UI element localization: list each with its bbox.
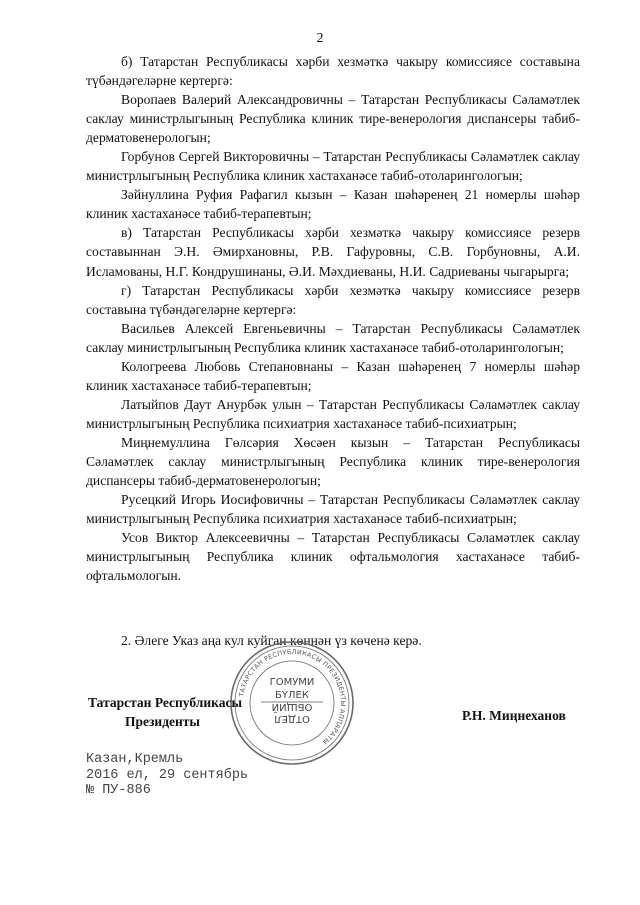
list-item: Латыйпов Даут Анурбәк улын – Татарстан Республикасы Сәламәтлек саклау министрлыгының Республика психиатрия хастаханәсе табиб-психиатрын;: [86, 396, 580, 431]
page-number: 2: [316, 31, 324, 46]
list-item: Зәйнуллина Руфия Рафагил кызын – Казан шәһәренең 21 номерлы шәһәр клиник хастаханәсе табиб-терапевтын;: [86, 187, 580, 222]
paragraph-g: г) Татарстан Республикасы хәрби хезмәткә чакыру комиссиясе резерв составына түбәндәгеләрне кертергә:: [86, 282, 580, 317]
decree-body: [86, 52, 580, 585]
footer-date: 2016 ел, 29 сентябрь: [86, 767, 249, 783]
list-item: Русецкий Игорь Иосифовичны – Татарстан Республикасы Сәламәтлек саклау министрлыгының Республика психиатрия хастаханәсе табиб-психиатрын;: [86, 492, 580, 527]
list-item: Горбунов Сергей Викторовичны – Татарстан Республикасы Сәламәтлек саклау министрлыгының Республика клиник хастаханәсе табиб-отоларингологын;: [86, 149, 580, 184]
stamp-line-3: ОБЩИЙ: [271, 701, 313, 712]
list-item: Воропаев Валерий Александровичны – Татарстан Республикасы Сәламәтлек саклау министрлыгының Республика клиник тире-венерология диспансеры табиб-дерматовенерологын;: [86, 92, 580, 146]
footer-place: Казан,Кремль: [86, 752, 184, 767]
signatory-title-line-2: Президенты: [125, 714, 200, 729]
signatory-title: [88, 693, 242, 731]
stamp-line-4: ОТДЕЛ: [274, 713, 310, 724]
stamp-line-1: ГОМУМИ: [269, 677, 315, 688]
list-item: Усов Виктор Алексеевичны – Татарстан Республикасы Сәламәтлек саклау министрлыгының Республика клиник офтальмология хастаханәсе табиб-офтальмологын.: [86, 530, 580, 584]
closing-clause: 2. Әлеге Указ аңа кул куйган көннән үз көченә керә.: [121, 633, 422, 648]
stamp-line-2: БҮЛЕК: [275, 690, 309, 701]
office-stamp: [229, 640, 355, 766]
list-item: Васильев Алексей Евгеньевичны – Татарстан Республикасы Сәламәтлек саклау министрлыгының Республика клиник хастаханәсе табиб-отоларингологын;: [86, 320, 580, 355]
stamp-ring-text: ТАТАРСТАН РЕСПУБЛИКАСЫ ПРЕЗИДЕНТЫ АППАРАТЫ: [237, 647, 348, 747]
document-footer: [86, 752, 248, 799]
signatory-name: Р.Н. Миңнеханов: [462, 708, 566, 723]
list-item: Кологреева Любовь Степановнаны – Казан шәһәренең 7 номерлы шәһәр клиник хастаханәсе табиб-терапевтын;: [86, 358, 580, 393]
list-item: Миңнемуллина Гөлсәрия Хөсәен кызын – Татарстан Республикасы Сәламәтлек саклау министрлыгының Республика клиник тире-венерология диспансеры табиб-дерматовенерологын;: [86, 434, 580, 489]
paragraph-b: б) Татарстан Республикасы хәрби хезмәткә чакыру комиссиясе составына түбәндәгеләрне кертергә:: [86, 54, 580, 89]
signatory-title-line-1: Татарстан Республикасы: [88, 695, 243, 710]
footer-number: № ПУ-886: [86, 783, 151, 798]
paragraph-v: в) Татарстан Республикасы хәрби хезмәткә чакыру комиссиясе резерв составыннан Э.Н. Әмирхановны, Р.В. Гафуровны, С.В. Горбуновны, А.И. Исламованы, Н.Г. Кондрушинаны, Ә.И. Мәхдиеваны, Н.И. Садриеваны чыгарырга;: [86, 225, 580, 279]
